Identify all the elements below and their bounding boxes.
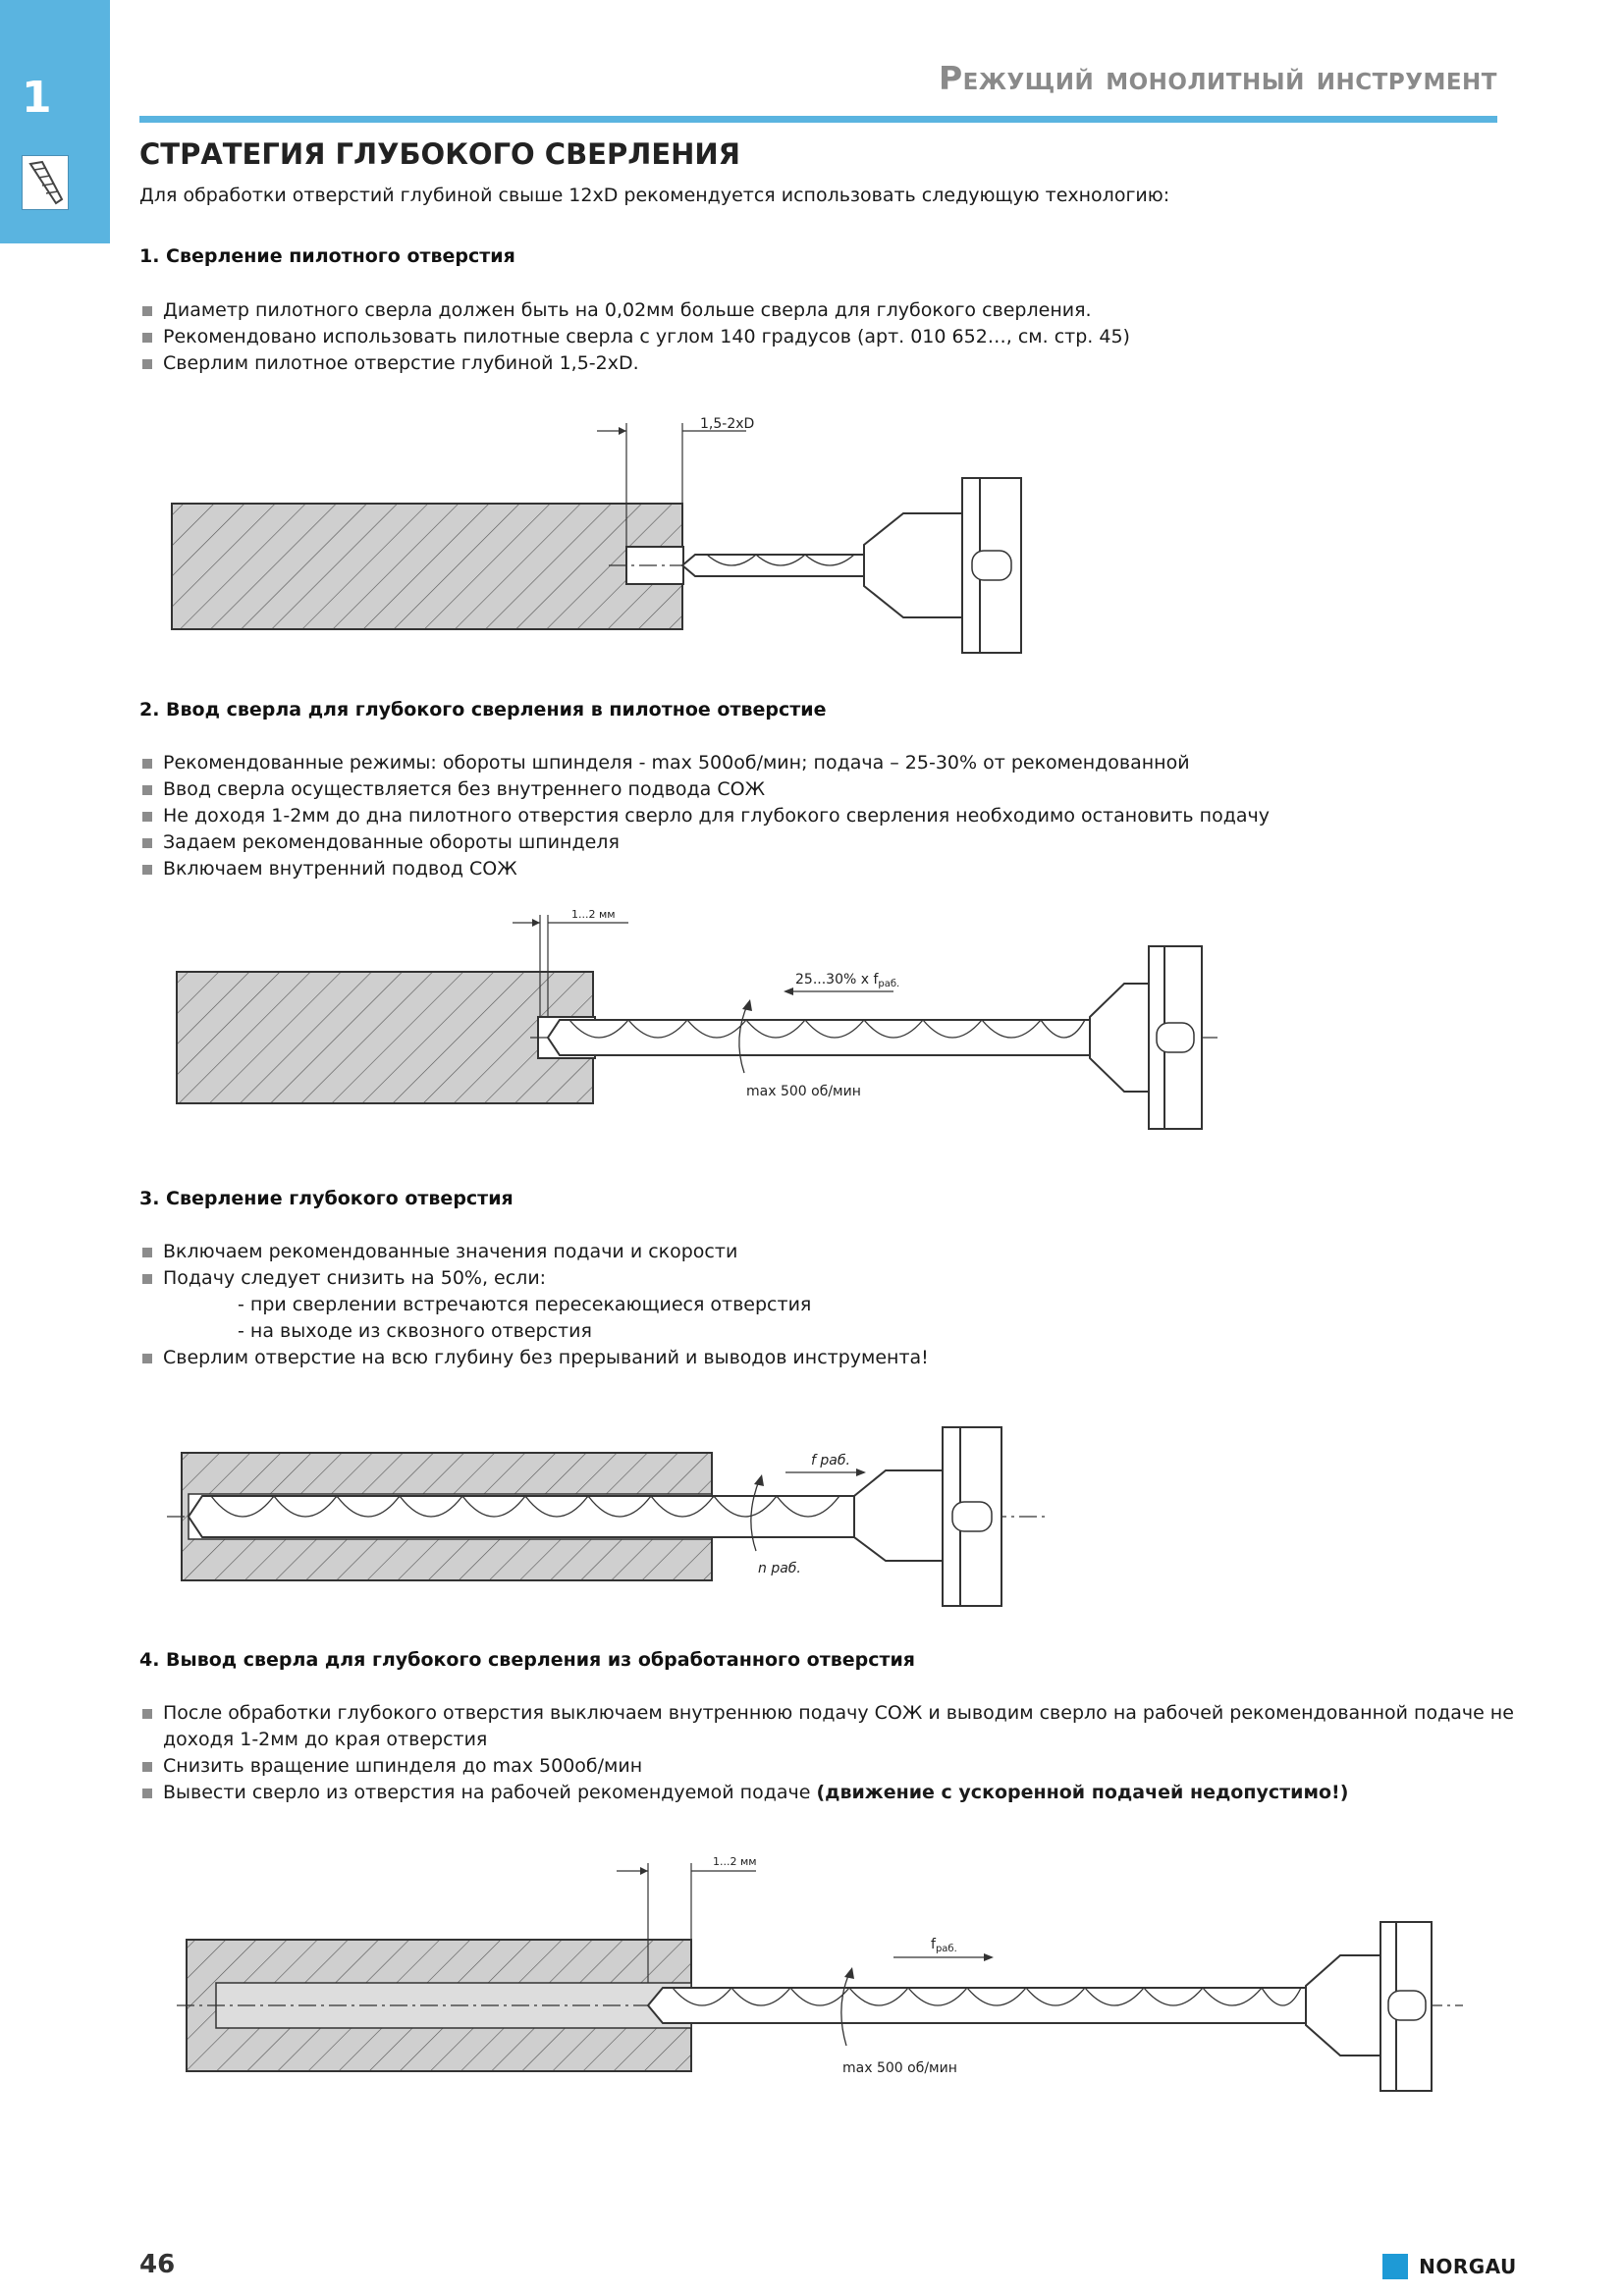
section-2-bullets: [139, 750, 1270, 882]
list-item: Рекомендованные режимы: обороты шпинделя - max 500об/мин; подача – 25-30% от рекомендованной: [139, 750, 1270, 776]
list-item: Подачу следует снизить на 50%, если:: [139, 1265, 929, 1292]
section-header-title: Режущий монолитный инструмент: [938, 59, 1497, 97]
dim-label: 1...2 мм: [713, 1855, 757, 1868]
deep-drill: [189, 1496, 854, 1537]
chapter-number: 1: [22, 73, 52, 123]
tool-holder: [854, 1470, 943, 1561]
drill-icon: [22, 155, 69, 210]
list-sub-item: - при сверлении встречаются пересекающиеся отверстия: [238, 1294, 812, 1315]
section-3-bullets: [139, 1239, 929, 1371]
list-item: Рекомендовано использовать пилотные сверла с углом 140 градусов (арт. 010 652…, см. стр. 45): [139, 324, 1130, 350]
section-1-bullets: [139, 297, 1130, 377]
tool-holder: [864, 513, 962, 617]
pilot-drill: [682, 555, 864, 576]
dim-label: 1...2 мм: [571, 908, 616, 921]
list-item: Ввод сверла осуществляется без внутреннего подвода СОЖ: [139, 776, 1270, 803]
list-item: Не доходя 1-2мм до дна пилотного отверстия сверло для глубокого сверления необходимо остановить подачу: [139, 803, 1270, 829]
dim-label: 1,5-2xD: [700, 416, 755, 432]
chapter-tab: [0, 0, 110, 243]
diagram-deep-drilling: [167, 1414, 1051, 1620]
feed-label: 25...30% x $f_{раб.}$: [795, 972, 900, 989]
list-item: Включаем рекомендованные значения подачи и скорости: [139, 1239, 929, 1265]
section-4-title: 4. Вывод сверла для глубокого сверления из обработанного отверстия: [139, 1649, 916, 1671]
diagram-drill-withdrawal: [167, 1845, 1483, 2120]
intro-text: Для обработки отверстий глубиной свыше 12xD рекомендуется использовать следующую технологию:: [139, 185, 1170, 206]
brand-name: NORGAU: [1419, 2255, 1517, 2278]
logo-square-icon: [1382, 2254, 1408, 2279]
list-item: Задаем рекомендованные обороты шпинделя: [139, 829, 1270, 856]
tool-holder: [1090, 984, 1149, 1092]
list-item: Сверлим отверстие на всю глубину без прерываний и выводов инструмента!: [139, 1345, 929, 1371]
list-item: Сверлим пилотное отверстие глубиной 1,5-2xD.: [139, 350, 1130, 377]
tool-holder: [1306, 1955, 1380, 2056]
list-item: Вывести сверло из отверстия на рабочей рекомендуемой подаче (движение с ускоренной подачей недопустимо!): [139, 1780, 1518, 1806]
speed-label: n раб.: [758, 1561, 801, 1576]
speed-label: max 500 об/мин: [746, 1084, 861, 1099]
workpiece: [172, 504, 682, 629]
page-title: СТРАТЕГИЯ ГЛУБОКОГО СВЕРЛЕНИЯ: [139, 137, 741, 171]
brand-logo: [1382, 2254, 1517, 2283]
header-rule: [139, 116, 1497, 123]
section-2-title: 2. Ввод сверла для глубокого сверления в пилотное отверстие: [139, 699, 827, 721]
page-number: 46: [139, 2250, 176, 2279]
list-sub-item: - на выходе из сквозного отверстия: [238, 1320, 592, 1342]
list-item: Включаем внутренний подвод СОЖ: [139, 856, 1270, 882]
list-item: После обработки глубокого отверстия выключаем внутреннюю подачу СОЖ и выводим сверло на рабочей рекомендованной подаче не доходя 1-2мм до края отверстия: [139, 1700, 1518, 1753]
section-3-title: 3. Сверление глубокого отверстия: [139, 1188, 514, 1209]
speed-label: max 500 об/мин: [842, 2060, 957, 2076]
list-item: Снизить вращение шпинделя до max 500об/мин: [139, 1753, 1518, 1780]
list-item: Диаметр пилотного сверла должен быть на 0,02мм больше сверла для глубокого сверления.: [139, 297, 1130, 324]
diagram-pilot-drilling: [157, 407, 1041, 663]
section-1-title: 1. Сверление пилотного отверстия: [139, 245, 515, 267]
section-4-bullets: [139, 1700, 1518, 1806]
diagram-drill-entry: [167, 901, 1237, 1137]
feed-label: f раб.: [811, 1453, 850, 1468]
feed-label: $f_{раб.}$: [931, 1937, 957, 1954]
